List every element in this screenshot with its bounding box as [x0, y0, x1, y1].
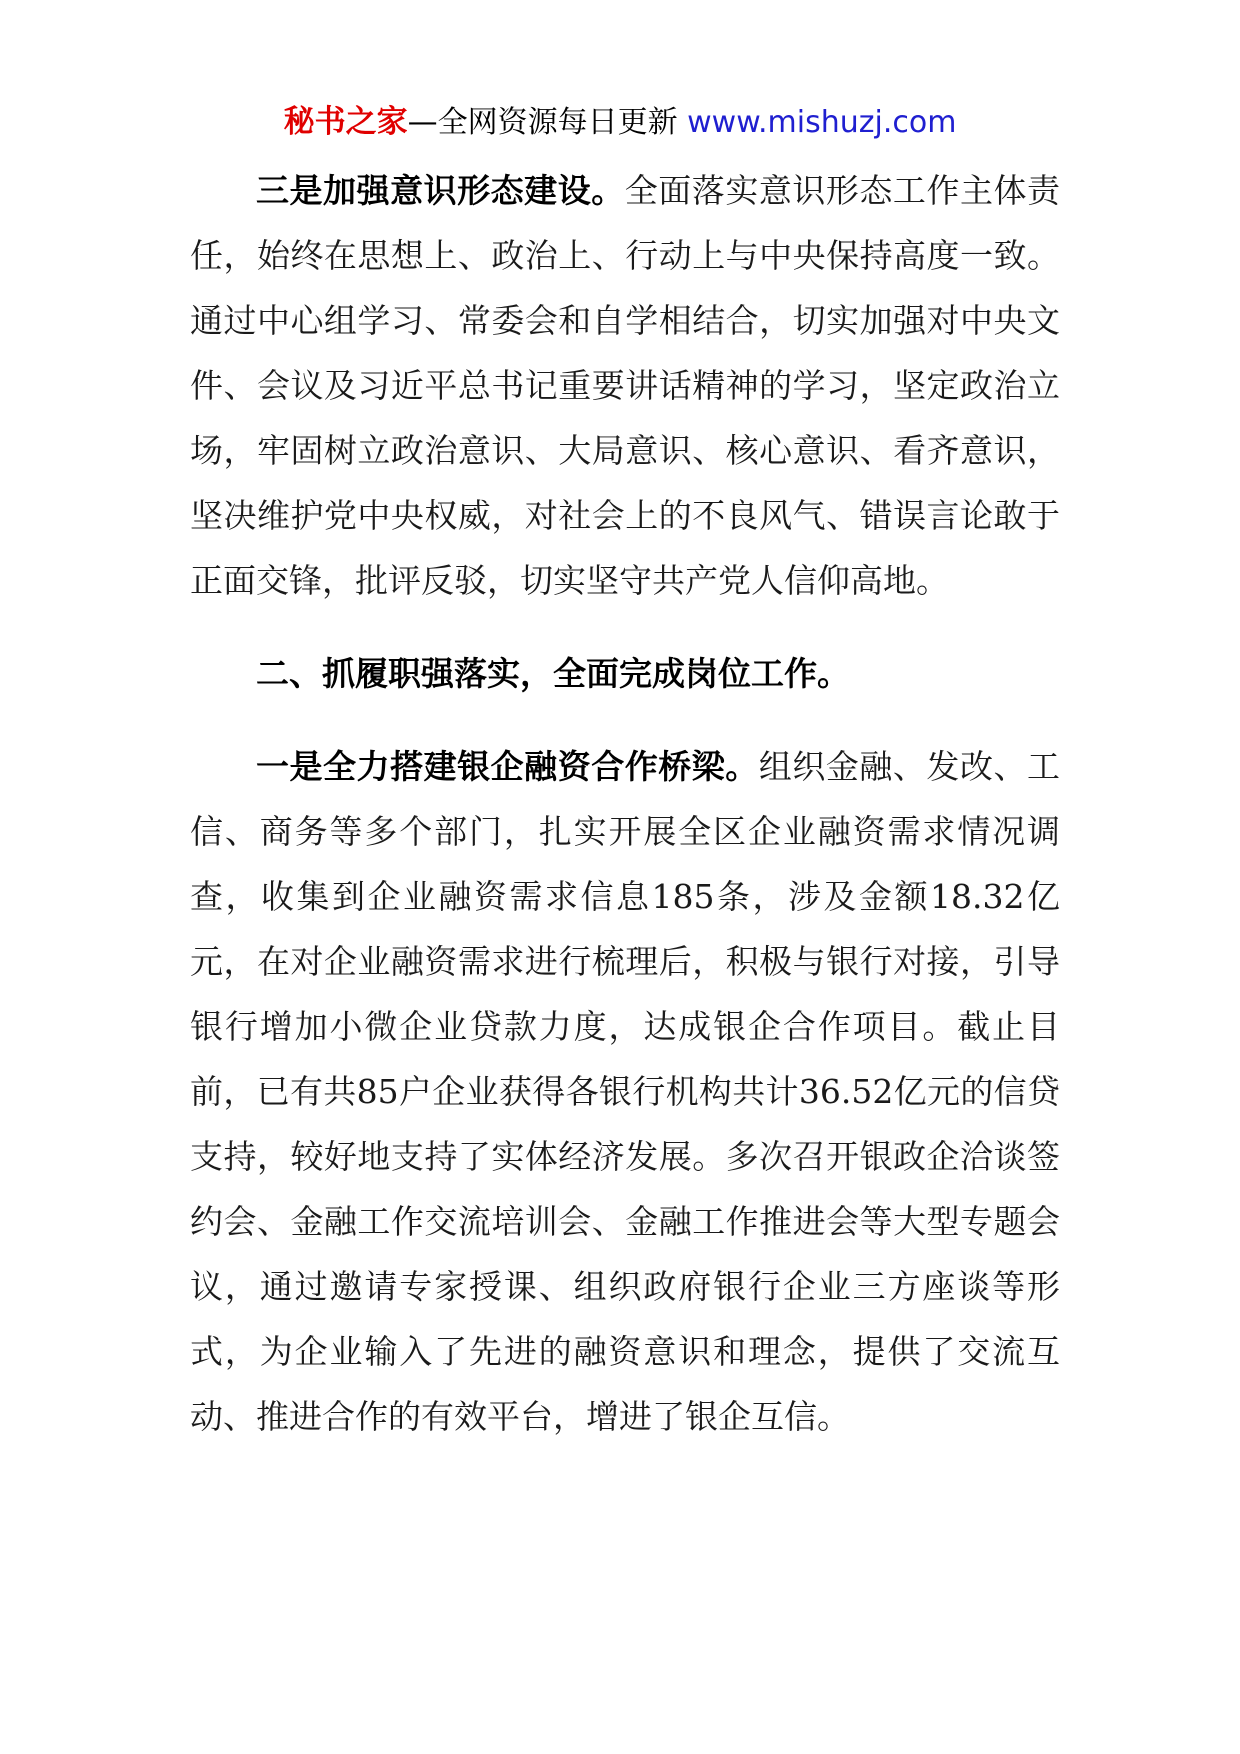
site-header: [0, 100, 1240, 145]
website-link[interactable]: www.mishuzj.com: [687, 105, 957, 140]
paragraph-text: 全面落实意识形态工作主体责任，始终在思想上、政治上、行动上与中央保持高度一致。通过中心组学习、常委会和自学相结合，切实加强对中央文件、会议及习近平总书记重要讲话精神的学习，坚定政治立场，牢固树立政治意识、大局意识、核心意识、看齐意识，坚决维护党中央权威，对社会上的不良风气、错误言论敢于正面交锋，批评反驳，切实坚守共产党人信仰高地。: [190, 171, 1061, 600]
brand-name: 秘书之家: [283, 104, 408, 140]
paragraph-bank-enterprise: [190, 734, 1060, 1449]
header-tagline: —全网资源每日更新: [407, 105, 688, 140]
paragraph-lead: 一是全力搭建银企融资合作桥梁。: [256, 747, 759, 786]
document-body: [190, 158, 1060, 1449]
section-heading: 二、抓履职强落实，全面完成岗位工作。: [256, 654, 850, 693]
paragraph-text: 组织金融、发改、工信、商务等多个部门，扎实开展全区企业融资需求情况调查，收集到企业融资需求信息185条，涉及金额18.32亿元，在对企业融资需求进行梳理后，积极与银行对接，引导银行增加小微企业贷款力度，达成银企合作项目。截止目前，已有共85户企业获得各银行机构共计36.52亿元的信贷支持，较好地支持了实体经济发展。多次召开银政企洽谈签约会、金融工作交流培训会、金融工作推进会等大型专题会议，通过邀请专家授课、组织政府银行企业三方座谈等形式，为企业输入了先进的融资意识和理念，提供了交流互动、推进合作的有效平台，增进了银企互信。: [190, 747, 1061, 1436]
paragraph-lead: 三是加强意识形态建设。: [256, 171, 625, 210]
paragraph-ideology: [190, 158, 1060, 613]
